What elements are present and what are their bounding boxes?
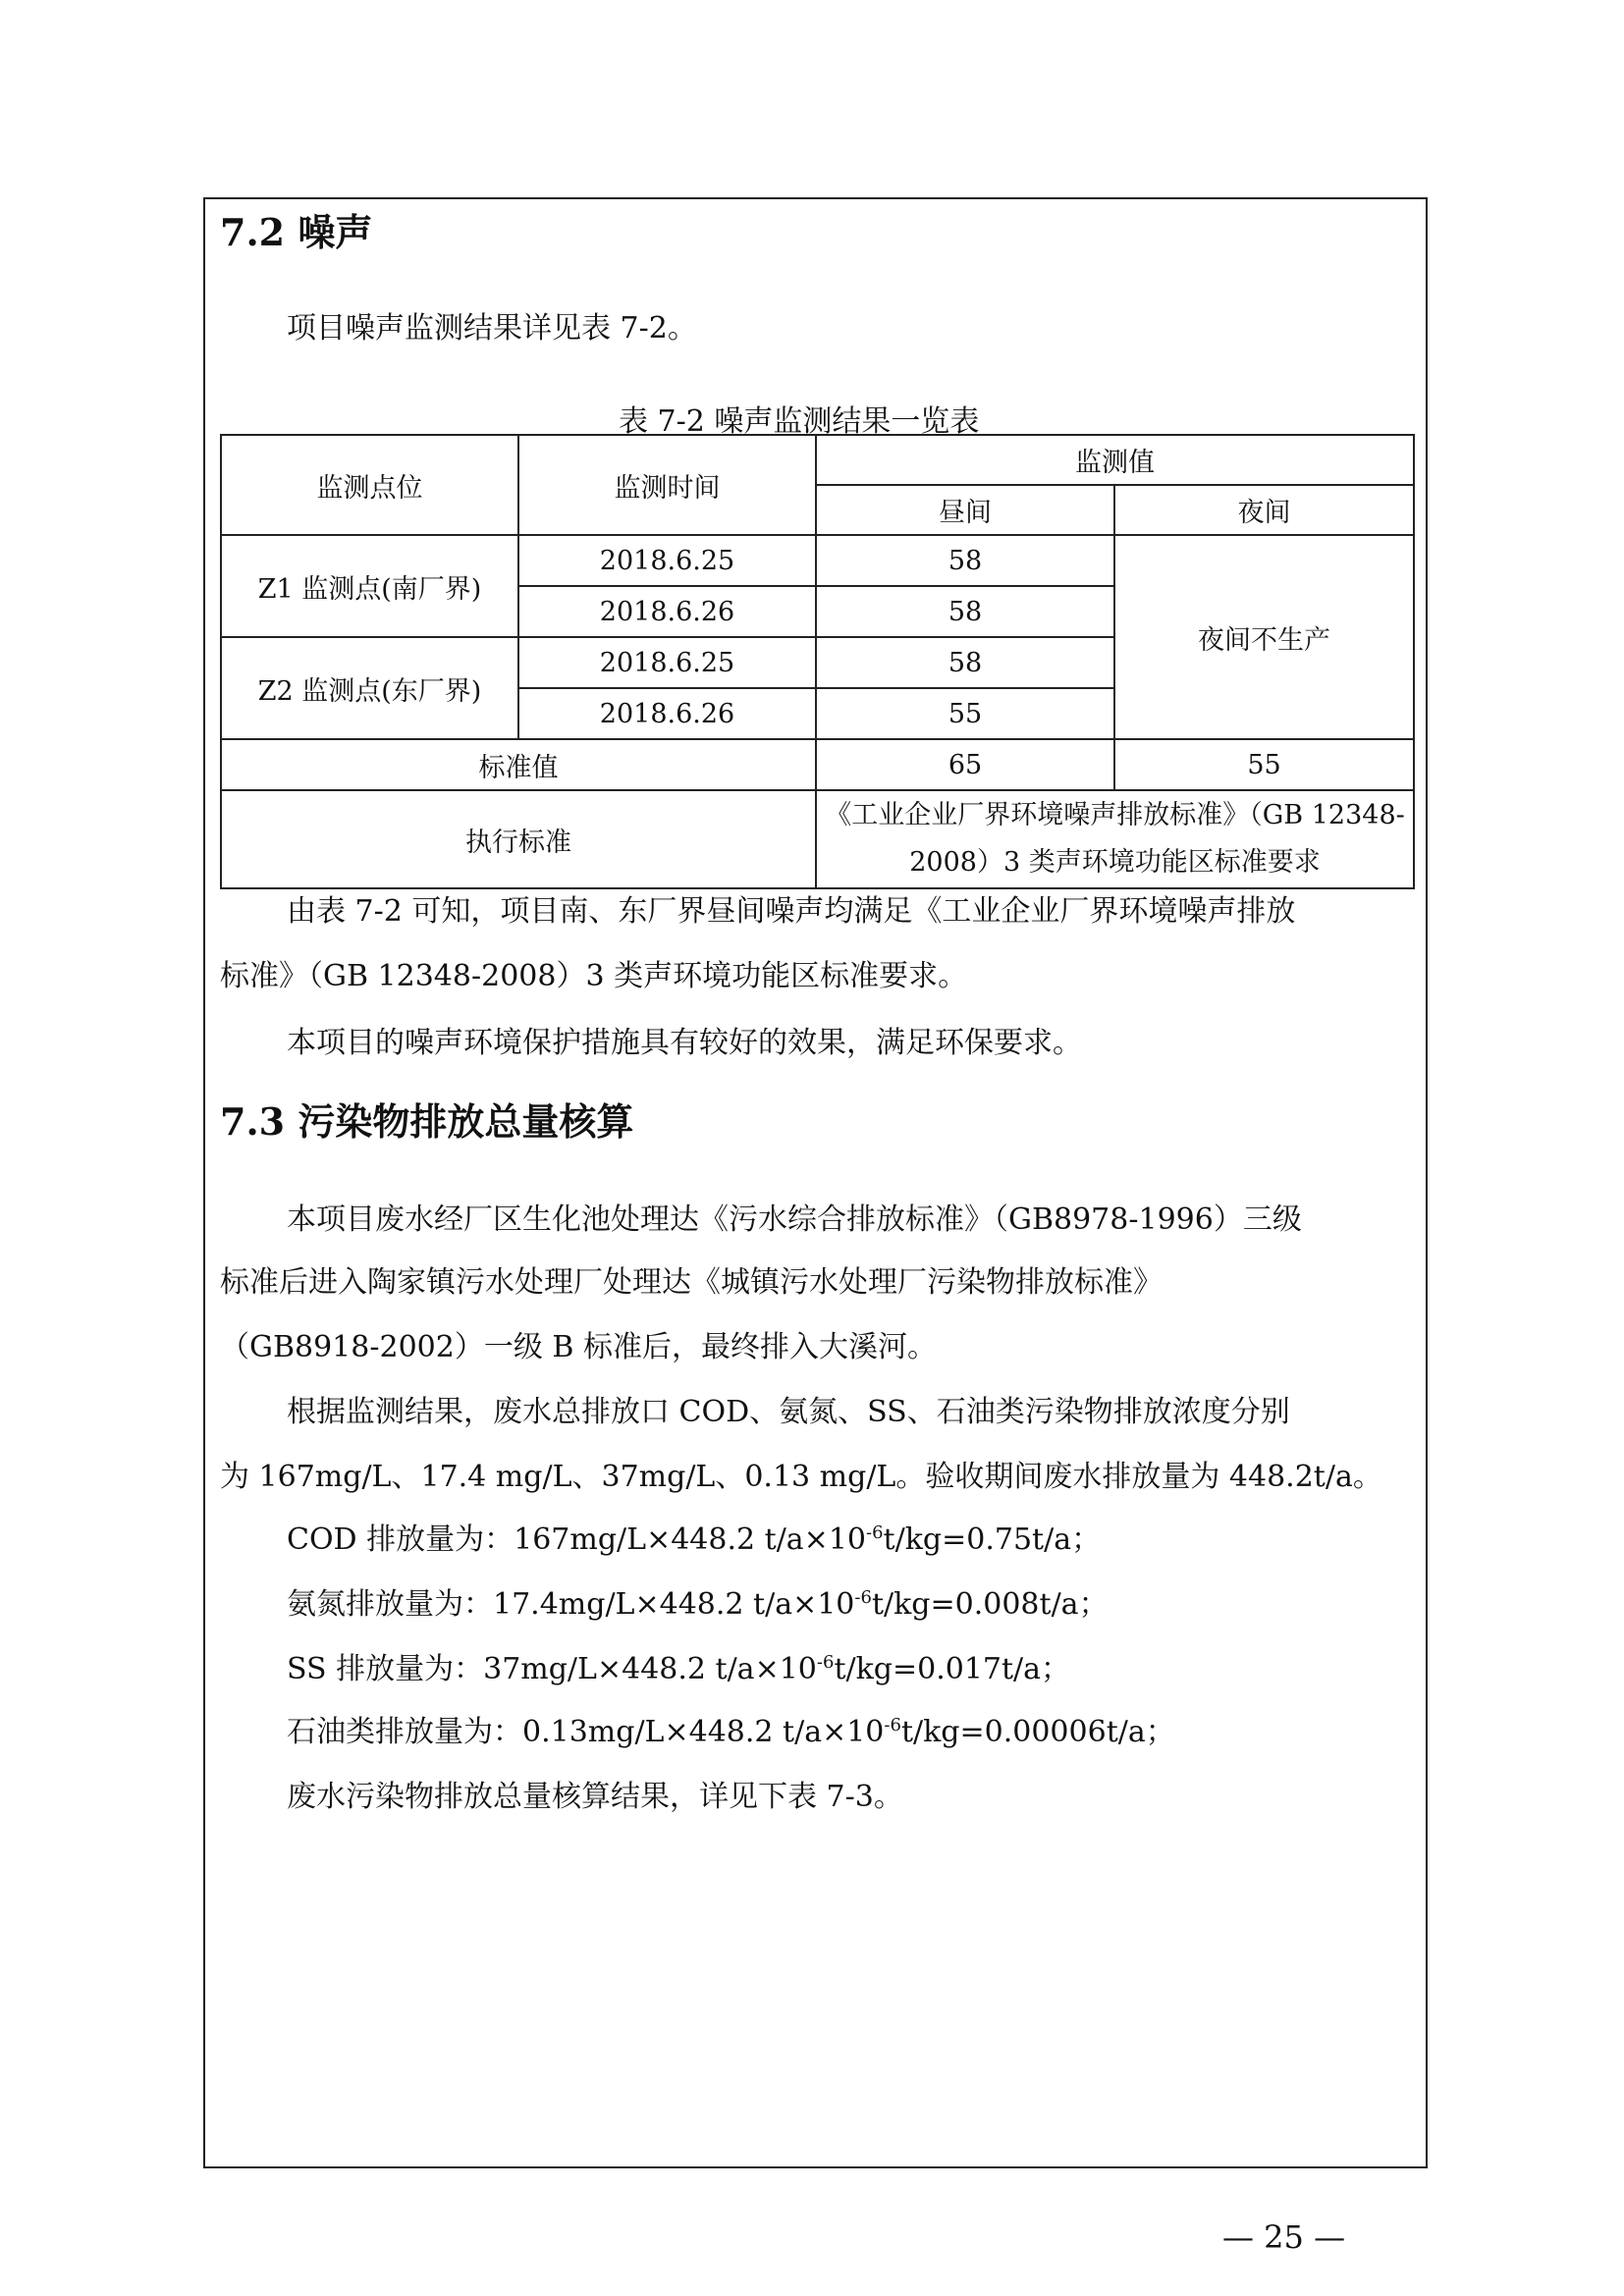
cell-point-z2: Z2 监测点(东厂界)	[221, 637, 518, 739]
para-7-2-line: 由表 7-2 可知，项目南、东厂界昼间噪声均满足《工业企业厂界环境噪声排放	[287, 894, 1296, 929]
section-7-3-heading: 7.3 污染物排放总量核算	[220, 1099, 634, 1144]
calc-line-ss: SS 排放量为：37mg/L×448.2 $t/a\times 10^{-6}t/kg=0.017t/a$；	[287, 1652, 1071, 1686]
cell-date: 2018.6.25	[518, 637, 816, 688]
section-7-2-intro: 项目噪声监测结果详见表 7-2。	[287, 311, 697, 346]
header-monitoring-value: 监测值	[816, 435, 1414, 485]
section-7-2-heading: 7.2 噪声	[220, 210, 373, 254]
para-7-2-line: 标准》（GB 12348-2008）3 类声环境功能区标准要求。	[220, 959, 968, 993]
para-7-3-line: （GB8918-2002）一级 B 标准后，最终排入大溪河。	[220, 1330, 937, 1364]
cell-standard-day: 65	[816, 739, 1114, 790]
cell-date: 2018.6.26	[518, 688, 816, 739]
header-monitoring-point: 监测点位	[221, 435, 518, 535]
para-7-3-closing: 废水污染物排放总量核算结果，详见下表 7-3。	[287, 1780, 903, 1814]
para-7-3-line: 本项目废水经厂区生化池处理达《污水综合排放标准》（GB8978-1996）三级	[287, 1202, 1302, 1237]
para-7-3-line: 标准后进入陶家镇污水处理厂处理达《城镇污水处理厂污染物排放标准》	[220, 1265, 1163, 1300]
calc-line-ammonia: 氨氮排放量为：17.4mg/L×448.2 $t/a\times 10^{-6}t/kg=0.008t/a$；	[287, 1587, 1109, 1622]
page-number: — 25 —	[1222, 2218, 1346, 2256]
cell-night-note: 夜间不生产	[1114, 535, 1414, 739]
para-7-3-line: 为 167mg/L、17.4 mg/L、37mg/L、0.13 mg/L。验收期间废水排放量为 448.2t/a。	[220, 1460, 1382, 1494]
cell-day-value: 58	[816, 637, 1114, 688]
cell-exec-standard: 《工业企业厂界环境噪声排放标准》（GB 12348-2008）3 类声环境功能区标准要求	[816, 790, 1414, 888]
header-monitoring-time: 监测时间	[518, 435, 816, 535]
header-daytime: 昼间	[816, 485, 1114, 535]
noise-monitoring-table	[220, 434, 1415, 889]
cell-standard-night: 55	[1114, 739, 1414, 790]
cell-point-z1: Z1 监测点(南厂界)	[221, 535, 518, 637]
cell-day-value: 58	[816, 586, 1114, 637]
para-7-3-line: 根据监测结果，废水总排放口 COD、氨氮、SS、石油类污染物排放浓度分别	[287, 1395, 1290, 1429]
cell-date: 2018.6.26	[518, 586, 816, 637]
cell-date: 2018.6.25	[518, 535, 816, 586]
table-7-2-caption: 表 7-2 噪声监测结果一览表	[619, 404, 980, 439]
para-7-2-line: 本项目的噪声环境保护措施具有较好的效果，满足环保要求。	[287, 1026, 1082, 1060]
calc-line-petroleum: 石油类排放量为：0.13mg/L×448.2 $t/a\times 10^{-6}t/kg=0.00006t/a$；	[287, 1715, 1175, 1749]
cell-exec-label: 执行标准	[221, 790, 816, 888]
header-nighttime: 夜间	[1114, 485, 1414, 535]
calc-line-cod: COD 排放量为：167mg/L×448.2 $t/a\times 10^{-6}t/kg=0.75t/a$；	[287, 1522, 1102, 1557]
cell-standard-label: 标准值	[221, 739, 816, 790]
cell-day-value: 58	[816, 535, 1114, 586]
cell-day-value: 55	[816, 688, 1114, 739]
